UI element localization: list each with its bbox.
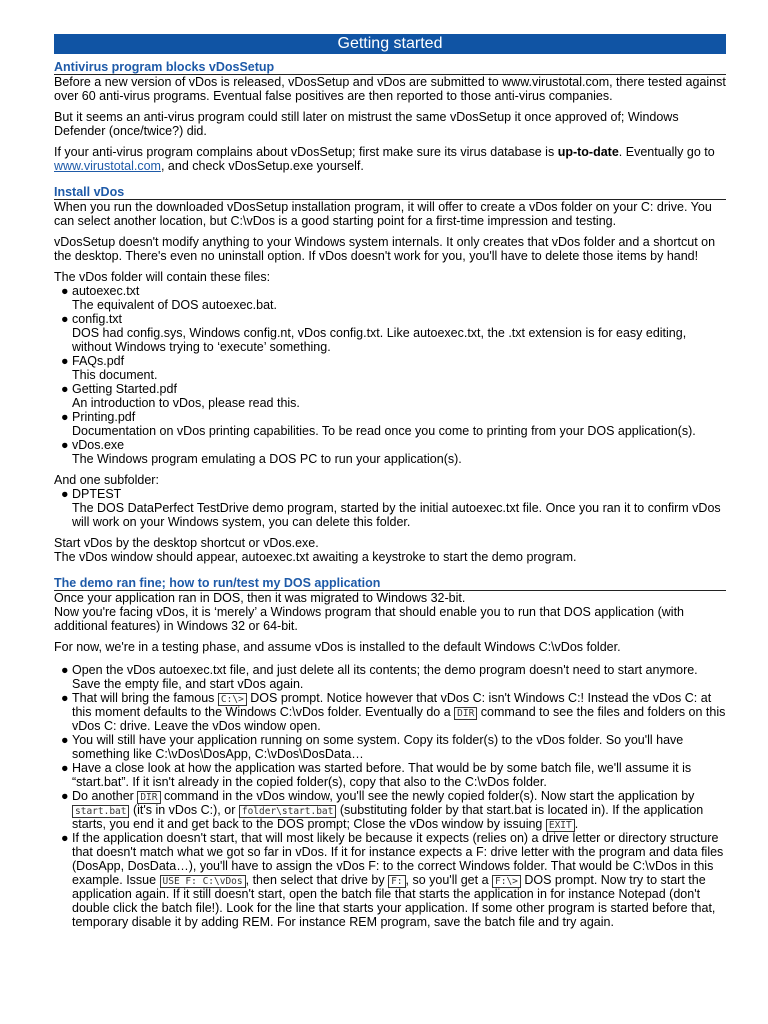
bullet-icon: ●	[61, 761, 69, 775]
list-item	[54, 410, 726, 438]
step-text: DOS prompt. Now try to start the application again. If it still doesn't start, open the batch file that starts the application in for instance Notepad (don't double click the batch file!). Look for the line that starts your application. If some other program is started before that, temporary disable it by adding REM. For instance REM program, save the batch file and try again.	[72, 873, 716, 929]
text-run: If your anti-virus program complains about vDosSetup; first make sure its virus database is	[54, 145, 558, 159]
file-name: Printing.pdf	[72, 410, 136, 424]
paragraph: For now, we're in a testing phase, and assume vDos is installed to the default Windows C:\vDos folder.	[54, 640, 621, 654]
step-text: (substituting folder by that start.bat is located in). If the application starts, you end it and get back to the DOS prompt; Close the vDos window by issuing	[72, 803, 704, 831]
subfolder-list	[54, 487, 726, 529]
file-name: vDos.exe	[72, 438, 125, 452]
paragraph: But it seems an anti-virus program could still later on mistrust the same vDosSetup it once approved of; Windows Defender (once/twice?) did.	[54, 110, 679, 138]
text-run: , and check vDosSetup.exe yourself.	[160, 159, 364, 173]
step-text: , so you'll get a	[405, 873, 492, 887]
folder-description: The DOS DataPerfect TestDrive demo program, started by the initial autoexec.txt file. Once you ran it to confirm vDos will work on your Windows system, you can delete this folder.	[72, 501, 721, 529]
paragraph	[54, 145, 726, 173]
bullet-icon: ●	[61, 831, 69, 845]
step-text: If the application doesn't start, that will most likely be because it expects (relies on) a drive letter or directory structure that doesn't match what we got so far in vDos. If it for instance expects a F: drive letter with the program and data files (DosApp, DosData…), you'll have to assign the vDos F: to the correct Windows folder. That would be C:\vDos in this example. Issue	[72, 831, 724, 887]
file-name: autoexec.txt	[72, 284, 140, 298]
code-snippet: USE F: C:\vDos	[160, 875, 246, 888]
file-name: Getting Started.pdf	[72, 382, 177, 396]
page-title: Getting started	[54, 34, 726, 54]
paragraph: Before a new version of vDos is released, vDosSetup and vDos are submitted to www.virustotal.com, there tested against over 60 anti-virus programs. Eventual false positives are then reported to those anti-virus companies.	[54, 75, 726, 103]
code-snippet: EXIT	[546, 819, 575, 832]
code-snippet: DIR	[454, 707, 477, 720]
paragraph: The vDos window should appear, autoexec.txt awaiting a keystroke to start the demo program.	[54, 550, 577, 564]
bullet-icon: ●	[61, 487, 69, 501]
list-item	[54, 789, 726, 831]
code-snippet: C:\>	[218, 693, 247, 706]
step-text: .	[574, 817, 579, 831]
text-run: . Eventually go to	[618, 145, 715, 159]
bullet-icon: ●	[61, 382, 69, 396]
document-page	[54, 34, 726, 936]
code-snippet: F:\>	[492, 875, 521, 888]
step-text: Have a close look at how the application was started before. That would be by some batch file, we'll assume it is “start.bat”. If it isn't already in the copied folder(s), copy that also to the C:\vDos folder.	[72, 761, 692, 789]
step-text: command to see the files and folders on this vDos C: drive. Leave the vDos window open.	[72, 705, 726, 733]
file-name: FAQs.pdf	[72, 354, 125, 368]
file-description: Documentation on vDos printing capabilities. To be read once you come to printing from your DOS application(s).	[72, 424, 696, 438]
step-text: DOS prompt. Notice however that vDos C: isn't Windows C:! Instead the vDos C: at this moment defaults to the Windows C:\vDos folder. Eventually do a	[72, 691, 712, 719]
step-text: Open the vDos autoexec.txt file, and just delete all its contents; the demo program doesn't need to start anymore. Save the empty file, and start vDos again.	[72, 663, 698, 691]
file-description: This document.	[72, 368, 158, 382]
steps-list	[54, 663, 726, 929]
bullet-icon: ●	[61, 733, 69, 747]
emphasis-up-to-date: up-to-date	[557, 145, 619, 159]
paragraph: When you run the downloaded vDosSetup installation program, it will offer to create a vDos folder on your C: drive. You can select another location, but C:\vDos is a good starting point for a first-time impression and testing.	[54, 200, 712, 228]
paragraph: The vDos folder will contain these files:	[54, 270, 271, 284]
bullet-icon: ●	[61, 663, 69, 677]
code-snippet: folder\start.bat	[239, 805, 337, 818]
paragraph: And one subfolder:	[54, 473, 159, 487]
step-text: command in the vDos window, you'll see the newly copied folder(s). Now start the application by	[160, 789, 695, 803]
bullet-icon: ●	[61, 284, 69, 298]
file-description: The Windows program emulating a DOS PC to run your application(s).	[72, 452, 462, 466]
paragraph: Once your application ran in DOS, then it was migrated to Windows 32-bit.	[54, 591, 466, 605]
bullet-icon: ●	[61, 312, 69, 326]
step-text: You will still have your application running on some system. Copy its folder(s) to the vDos folder. So you'll have something like C:\vDos\DosApp, C:\vDos\DosData…	[72, 733, 684, 761]
list-item	[54, 761, 726, 789]
list-item	[54, 831, 726, 929]
bullet-icon: ●	[61, 438, 69, 452]
virustotal-link[interactable]: www.virustotal.com	[54, 159, 161, 173]
list-item	[54, 284, 726, 312]
step-text: (it's in vDos C:), or	[129, 803, 239, 817]
bullet-icon: ●	[61, 354, 69, 368]
list-item	[54, 354, 726, 382]
file-name: config.txt	[72, 312, 123, 326]
heading-demo-ran-fine: The demo ran fine; how to run/test my DOS application	[54, 576, 726, 591]
bullet-icon: ●	[61, 691, 69, 705]
list-item	[54, 691, 726, 733]
list-item	[54, 663, 726, 691]
file-description: An introduction to vDos, please read this.	[72, 396, 300, 410]
bullet-icon: ●	[61, 789, 69, 803]
code-snippet: DIR	[137, 791, 160, 804]
folder-name: DPTEST	[72, 487, 122, 501]
step-text: , then select that drive by	[245, 873, 389, 887]
list-item	[54, 438, 726, 466]
list-item	[54, 312, 726, 354]
paragraph: vDosSetup doesn't modify anything to your Windows system internals. It only creates that vDos folder and a shortcut on the desktop. There's even no uninstall option. If vDos doesn't work for you, you'll have to delete those items by hand!	[54, 235, 716, 263]
file-list	[54, 284, 726, 466]
step-text: Do another	[72, 789, 138, 803]
list-item	[54, 487, 726, 529]
code-snippet: F:	[388, 875, 405, 888]
code-snippet: start.bat	[72, 805, 129, 818]
heading-install: Install vDos	[54, 185, 726, 200]
file-description: The equivalent of DOS autoexec.bat.	[72, 298, 277, 312]
list-item	[54, 382, 726, 410]
list-item	[54, 733, 726, 761]
paragraph: Start vDos by the desktop shortcut or vDos.exe.	[54, 536, 319, 550]
file-description: DOS had config.sys, Windows config.nt, vDos config.txt. Like autoexec.txt, the .txt extension is for easy editing, without Windows trying to ‘execute’ something.	[72, 326, 687, 354]
bullet-icon: ●	[61, 410, 69, 424]
step-text: That will bring the famous	[72, 691, 218, 705]
paragraph: Now you're facing vDos, it is ‘merely’ a Windows program that should enable you to run that DOS application (with additional features) in Windows 32 or 64-bit.	[54, 605, 684, 633]
heading-antivirus: Antivirus program blocks vDosSetup	[54, 60, 726, 75]
